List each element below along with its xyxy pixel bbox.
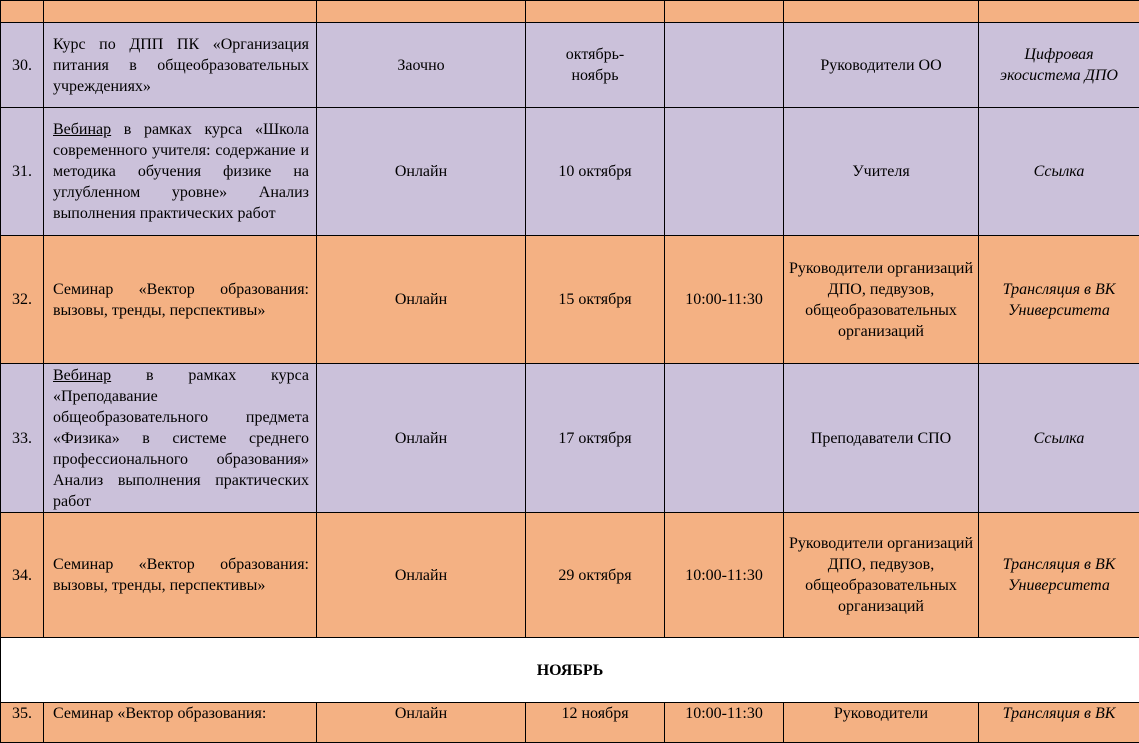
event-link[interactable]: Трансляция в ВК Университета [984,279,1134,321]
row-number: 31. [1,108,44,236]
event-link-cell [979,23,1139,108]
event-link[interactable]: Ссылка [984,428,1134,449]
event-time: 10:00-11:30 [665,236,784,364]
event-audience: Руководители организаций ДПО, педвузов, общеобразовательных организаций [784,236,979,364]
event-time: 10:00-11:30 [665,703,784,743]
event-link[interactable]: Ссылка [984,161,1134,182]
event-audience: Преподаватели СПО [784,364,979,513]
event-date: 29 октября [526,513,665,638]
event-title [44,236,317,364]
event-format: Онлайн [317,108,526,236]
event-link-cell [979,236,1139,364]
event-title: Семинар «Вектор образования: [44,703,317,743]
event-link-cell [979,703,1139,743]
event-format: Онлайн [317,364,526,513]
event-title [44,23,317,108]
event-date: 15 октября [526,236,665,364]
row-number: 32. [1,236,44,364]
event-date: октябрь- ноябрь [526,23,665,108]
event-title-text: Семинар «Вектор образования: вызовы, тренды, перспективы» [53,556,309,594]
event-format: Онлайн [317,703,526,743]
event-audience: Руководители ОО [784,23,979,108]
event-link-cell [979,513,1139,638]
month-heading-row [1,638,1139,703]
table-row [1,236,1139,364]
event-title [44,513,317,638]
event-link-cell [979,364,1139,513]
table-row [1,108,1139,236]
event-date: 12 ноября [526,703,665,743]
event-audience: Руководители организаций ДПО, педвузов, общеобразовательных организаций [784,513,979,638]
table-row-top-partial [1,1,1139,23]
event-title-text: в рамках курса «Школа современного учителя: содержание и методика обучения физике на углубленном уровне» Анализ выполнения практических работ [53,121,309,222]
event-format: Онлайн [317,236,526,364]
event-title-text: Семинар «Вектор образования: вызовы, тренды, перспективы» [53,281,309,319]
event-format: Заочно [317,23,526,108]
event-link-cell [979,108,1139,236]
webinar-link[interactable]: Вебинар [53,121,111,138]
webinar-link[interactable]: Вебинар [53,367,111,384]
month-heading: НОЯБРЬ [1,638,1139,703]
event-format: Онлайн [317,513,526,638]
event-time [665,23,784,108]
table-row [1,23,1139,108]
row-number: 34. [1,513,44,638]
table-row [1,703,1139,743]
event-link[interactable]: Трансляция в ВК [984,703,1134,724]
event-title-text: Курс по ДПП ПК «Организация питания в общеобразовательных учреждениях» [53,36,309,95]
event-title [44,108,317,236]
row-number: 35. [1,703,44,743]
event-time [665,364,784,513]
event-link[interactable]: Цифровая экосистема ДПО [984,44,1134,86]
event-title-text: в рамках курса «Преподавание общеобразовательного предмета «Физика» в системе среднего профессионального образования» Анализ выполнения практических работ [53,367,309,510]
event-date: 17 октября [526,364,665,513]
event-audience: Учителя [784,108,979,236]
event-time: 10:00-11:30 [665,513,784,638]
event-audience: Руководители [784,703,979,743]
table-row [1,513,1139,638]
row-number: 30. [1,23,44,108]
table-row [1,364,1139,513]
event-link[interactable]: Трансляция в ВК Университета [984,554,1134,596]
event-date: 10 октября [526,108,665,236]
event-title [44,364,317,513]
row-number: 33. [1,364,44,513]
event-time [665,108,784,236]
